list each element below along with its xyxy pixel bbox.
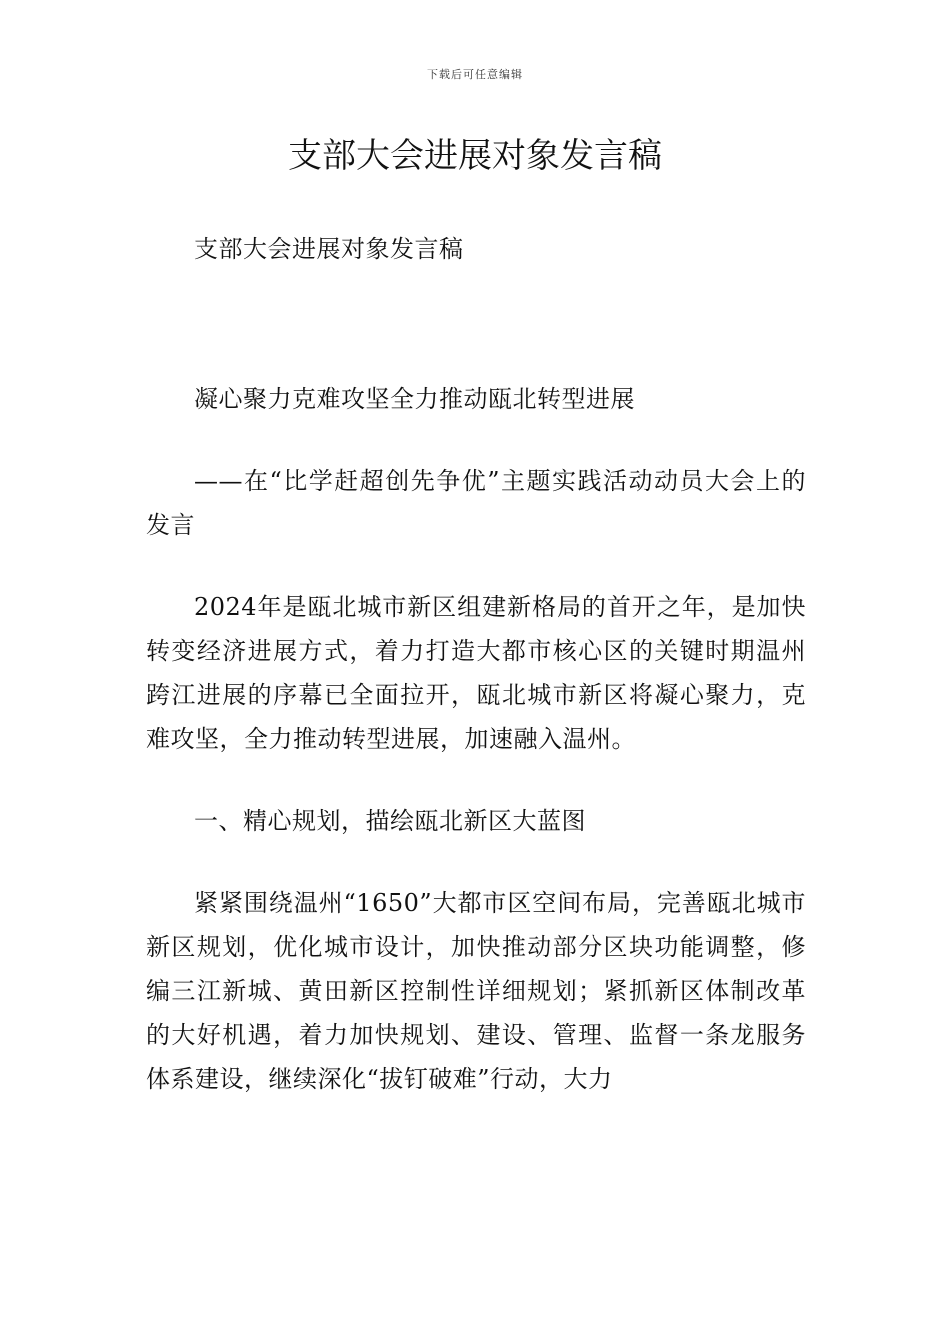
header-note: 下载后可任意编辑: [427, 68, 523, 81]
paragraph-section-body: 紧紧围绕温州“1650”大都市区空间布局，完善瓯北城市新区规划，优化城市设计，加快推动部分区块功能调整，修编三江新城、黄田新区控制性详细规划；紧抓新区体制改革的大好机遇，着力加快规划、建设、管理、监督一条龙服务体系建设，继续深化“拔钉破难”行动，大力: [146, 889, 806, 1093]
document-title: 支部大会进展对象发言稿: [288, 136, 662, 176]
spacer: [146, 843, 806, 881]
paragraph-intro: 2024年是瓯北城市新区组建新格局的首开之年，是加快转变经济进展方式，着力打造大都市核心区的关键时期温州跨江进展的序幕已全面拉开，瓯北城市新区将凝心聚力，克难攻坚，全力推动转型进展，加速融入温州。: [146, 593, 806, 753]
spacer: [146, 271, 806, 377]
spacer: [146, 761, 806, 799]
spacer: [146, 421, 806, 459]
paragraph-heading: 凝心聚力克难攻坚全力推动瓯北转型进展: [194, 385, 635, 413]
paragraph-subtitle: 支部大会进展对象发言稿: [194, 235, 464, 263]
paragraph-speech-note: ——在“比学赶超创先争优”主题实践活动动员大会上的发言: [146, 467, 806, 539]
document-body: [146, 227, 806, 1101]
spacer: [146, 547, 806, 585]
paragraph-section-heading: 一、精心规划，描绘瓯北新区大蓝图: [194, 807, 586, 835]
